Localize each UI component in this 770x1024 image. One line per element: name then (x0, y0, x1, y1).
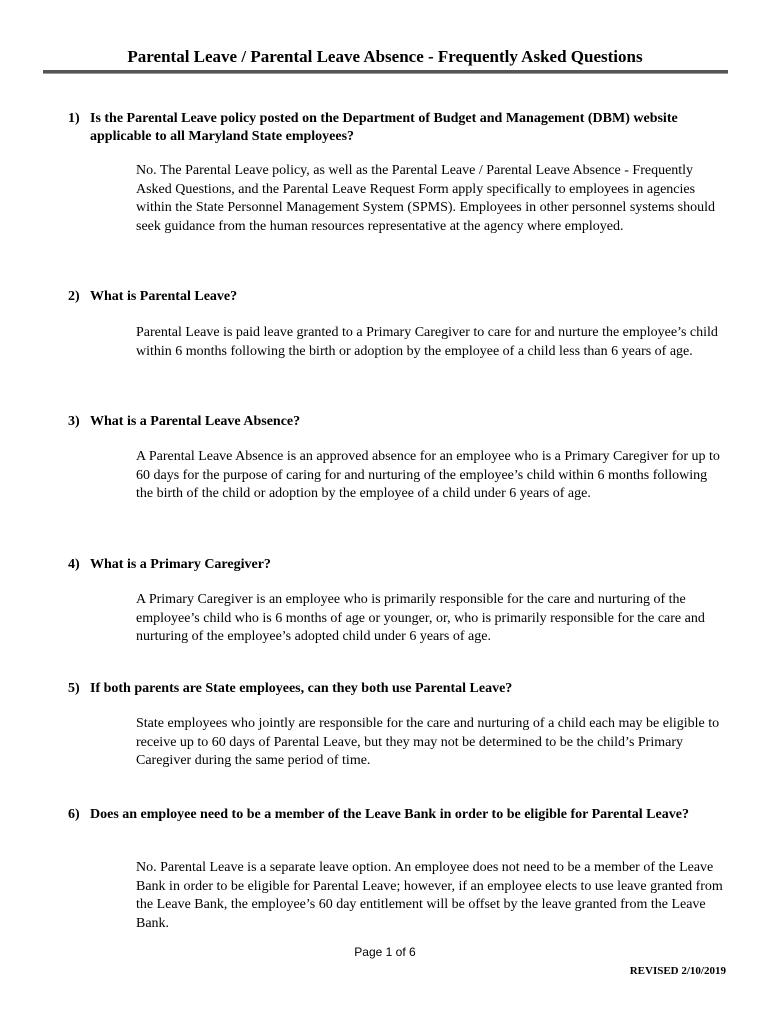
faq-number-6: 6) (68, 807, 80, 822)
faq-number-5: 5) (68, 681, 80, 696)
faq-number-2: 2) (68, 289, 80, 304)
faq-answer-5: State employees who jointly are responsible for the care and nurturing of a child each may be eligible to receive up to 60 days of Parental Leave, but they may not be determined to be the child’s Primary Caregiver during the same period of time. (136, 716, 720, 768)
faq-question-text-4: What is a Primary Caregiver? (90, 557, 271, 572)
faq-question-text-3: What is a Parental Leave Absence? (90, 414, 301, 429)
faq-number-1: 1) (68, 111, 80, 126)
faq-number-4: 4) (68, 557, 80, 572)
document-title: Parental Leave / Parental Leave Absence - Frequently Asked Questions (127, 47, 643, 66)
faq-question-text-1: Is the Parental Leave policy posted on the Department of Budget and Management (DBM) website applicable to all Maryland State employees? (90, 111, 678, 144)
faq-answer-6: No. Parental Leave is a separate leave option. An employee does not need to be a member of the Leave Bank in order to be eligible for Parental Leave; however, if an employee elects to use leave granted from the Leave Bank, the employee’s 60 day entitlement will be offset by the leave granted from the Leave Bank. (136, 860, 723, 931)
faq-answer-4: A Primary Caregiver is an employee who is primarily responsible for the care and nurturing of the employee’s child who is 6 months of age or younger, or, who is primarily responsible for the care and nurturing of the employee’s adopted child under 6 years of age. (136, 592, 705, 644)
page-number: Page 1 of 6 (354, 945, 416, 959)
faq-answer-3: A Parental Leave Absence is an approved absence for an employee who is a Primary Caregiver for up to 60 days for the purpose of caring for and nurturing of the employee’s child within 6 months following the birth of the child or adoption by the employee of a child under 6 years of age. (136, 449, 720, 501)
faq-question-text-6: Does an employee need to be a member of the Leave Bank in order to be eligible for Parental Leave? (90, 807, 689, 822)
faq-question-text-5: If both parents are State employees, can they both use Parental Leave? (90, 681, 513, 696)
revision-date: REVISED 2/10/2019 (629, 965, 726, 977)
faq-answer-1: No. The Parental Leave policy, as well as the Parental Leave / Parental Leave Absence - Frequently Asked Questions, and the Parental Leave Request Form apply specifically to employees in agencies within the State Personnel Management System (SPMS). Employees in other personnel systems should seek guidance from the human resources representative at the agency where employed. (136, 163, 715, 234)
faq-number-3: 3) (68, 414, 80, 429)
faq-answer-2: Parental Leave is paid leave granted to a Primary Caregiver to care for and nurture the employee’s child within 6 months following the birth or adoption by the employee of a child less than 6 years of age. (136, 325, 718, 359)
faq-question-text-2: What is Parental Leave? (90, 289, 238, 304)
